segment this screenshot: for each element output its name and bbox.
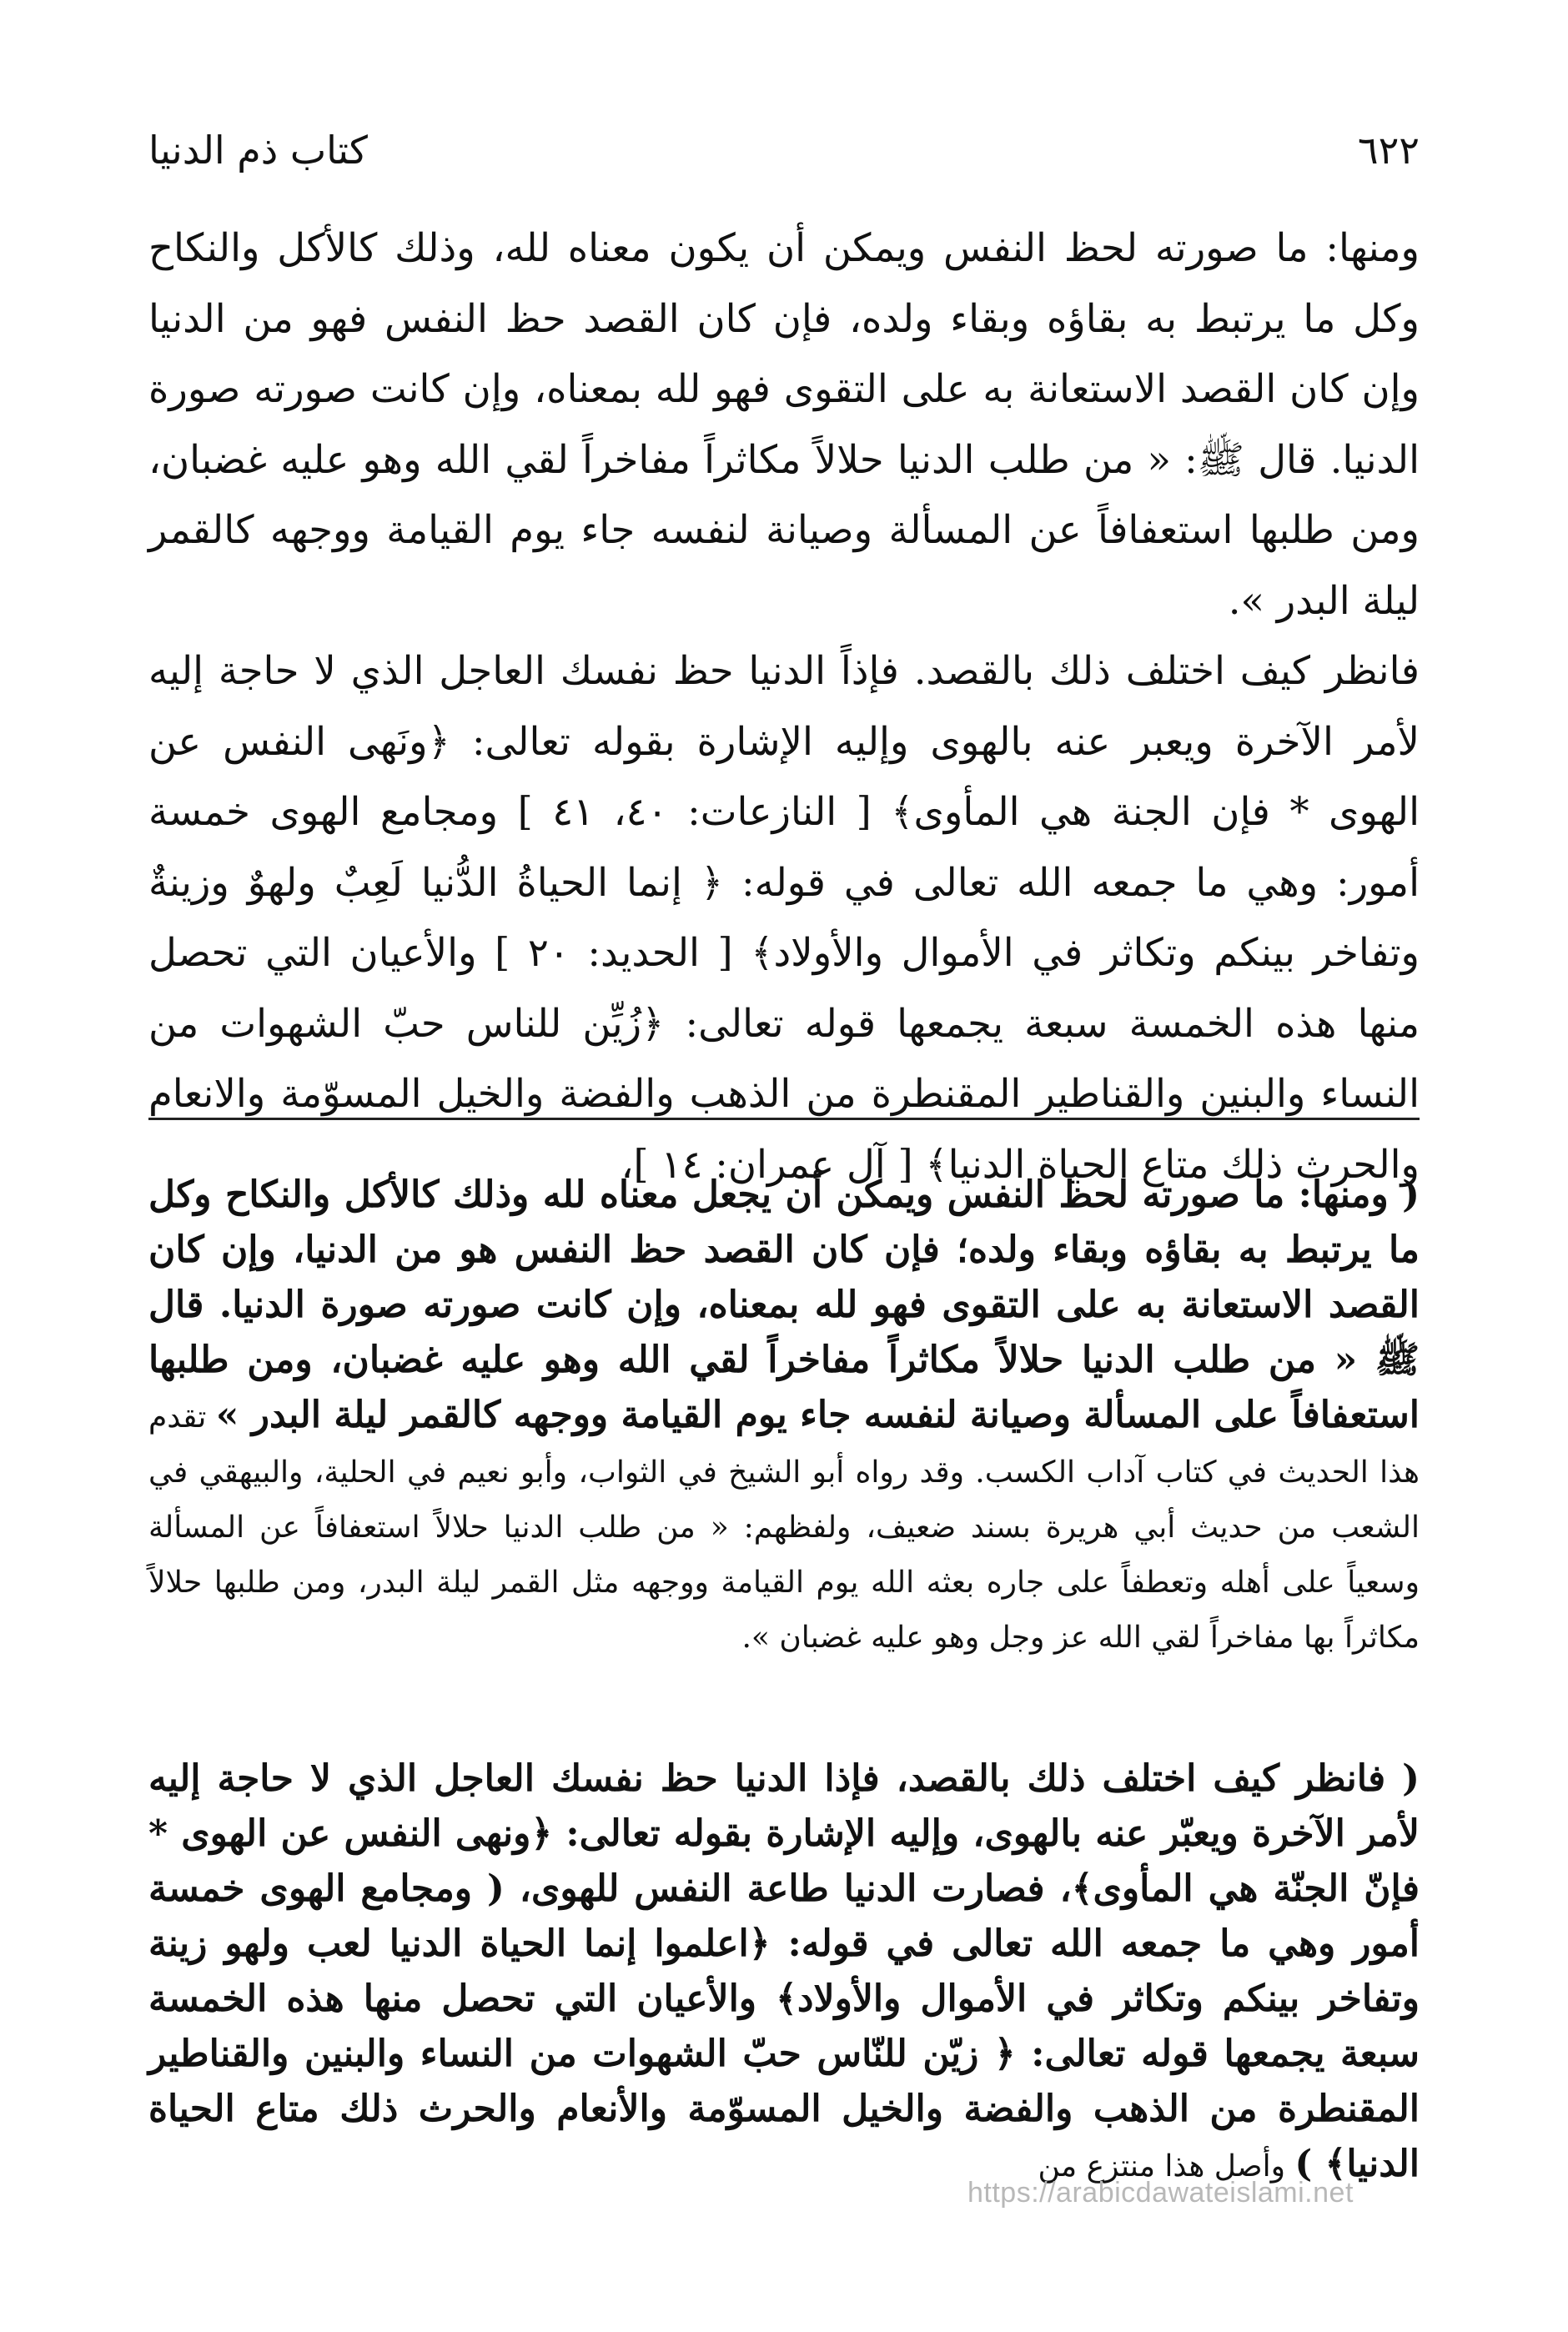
page-header bbox=[148, 117, 1420, 183]
watermark-url: https://arabicdawateislami.net bbox=[967, 2177, 1354, 2209]
commentary-note-1: تقدم هذا الحديث في كتاب آداب الكسب. وقد رواه أبو الشيخ في الثواب، وأبو نعيم في الحلية، والبيهقي في الشعب من حديث أبي هريرة بسند ضعيف، ولفظهم: « من طلب الدنيا حلالاً استعفافاً عن المسألة وسعياً على أهله وتعطفاً على جاره بعثه الله يوم القيامة ووجهه مثل القمر ليلة البدر، ومن طلبها حلالاً مكاثراً بها مفاخراً لقي الله عز وجل وهو عليه غضبان ». bbox=[148, 1400, 1420, 1655]
main-paragraph-1: ومنها: ما صورته لحظ النفس ويمكن أن يكون معناه لله، وذلك كالأكل والنكاح وكل ما يرتبط به بقاؤه وبقاء ولده، فإن كان القصد حظ النفس فهو من الدنيا وإن كان القصد الاستعانة به على التقوى فهو لله بمعناه، وإن كانت صورته صورة الدنيا. قال ﷺ: « من طلب الدنيا حلالاً مكاثراً مفاخراً لقي الله وهو عليه غضبان، ومن طلبها استعفافاً عن المسألة وصيانة لنفسه جاء يوم القيامة ووجهه كالقمر ليلة البدر ». bbox=[148, 225, 1420, 623]
commentary-quote-2: ( فانظر كيف اختلف ذلك بالقصد، فإذا الدنيا حظ نفسك العاجل الذي لا حاجة إليه لأمر الآخرة ويعبّر عنه بالهوى، وإليه الإشارة بقوله تعالى: ﴿ونهى النفس عن الهوى * فإنّ الجنّة هي المأوى﴾، فصارت الدنيا طاعة النفس للهوى، ( ومجامع الهوى خمسة أمور وهي ما جمعه الله تعالى في قوله: ﴿اعلموا إنما الحياة الدنيا لعب ولهو زينة وتفاخر بينكم وتكاثر في الأموال والأولاد﴾ والأعيان التي تحصل منها هذه الخمسة سبعة يجمعها قوله تعالى: ﴿ زيّن للنّاس حبّ الشهوات من النساء والبنين والقناطير المقنطرة من الذهب والفضة والخيل المسوّمة والأنعام والحرث ذلك متاع الحياة الدنيا﴾ ) bbox=[148, 1757, 1420, 2185]
commentary-quote-1: ( ومنها: ما صورته لحظ النفس ويمكن أن يجعل معناه لله وذلك كالأكل والنكاح وكل ما يرتبط به بقاؤه وبقاء ولده؛ فإن كان القصد حظ النفس هو من الدنيا، وإن كان القصد الاستعانة به على التقوى فهو لله بمعناه، وإن كانت صورته صورة الدنيا. قال ﷺ « من طلب الدنيا حلالاً مكاثراً مفاخراً لقي الله وهو عليه غضبان، ومن طلبها استعفافاً على المسألة وصيانة لنفسه جاء يوم القيامة ووجهه كالقمر ليلة البدر » bbox=[148, 1174, 1420, 1436]
book-title: كتاب ذم الدنيا bbox=[148, 128, 368, 173]
commentary-block-1 bbox=[148, 1168, 1420, 1663]
main-text bbox=[148, 213, 1420, 1199]
main-paragraph-2: فانظر كيف اختلف ذلك بالقصد. فإذاً الدنيا حظ نفسك العاجل الذي لا حاجة إليه لأمر الآخرة ويعبر عنه بالهوى وإليه الإشارة بقوله تعالى: ﴿ونَهى النفس عن الهوى * فإن الجنة هي المأوى﴾ [ النازعات: ٤٠، ٤١ ] ومجامع الهوى خمسة أمور: وهي ما جمعه الله تعالى في قوله: ﴿ إنما الحياةُ الدُّنيا لَعِبٌ ولهوٌ وزينةٌ وتفاخر بينكم وتكاثر في الأموال والأولاد﴾ [ الحديد: ٢٠ ] والأعيان التي تحصل منها هذه الخمسة سبعة يجمعها قوله تعالى: ﴿زُيِّن للناس حبّ الشهوات من النساء والبنين والقناطير المقنطرة من الذهب والفضة والخيل المسوّمة والانعام والحرث ذلك متاع الحياة الدنيا﴾ [ آل عمران: ١٤ ]، bbox=[148, 648, 1420, 1187]
separator-line bbox=[148, 1118, 1420, 1120]
page-number: ٦٢٢ bbox=[1357, 128, 1420, 173]
commentary-note-2: وأصل هذا منتزع من bbox=[1038, 2149, 1295, 2184]
commentary-block-2 bbox=[148, 1752, 1420, 2192]
